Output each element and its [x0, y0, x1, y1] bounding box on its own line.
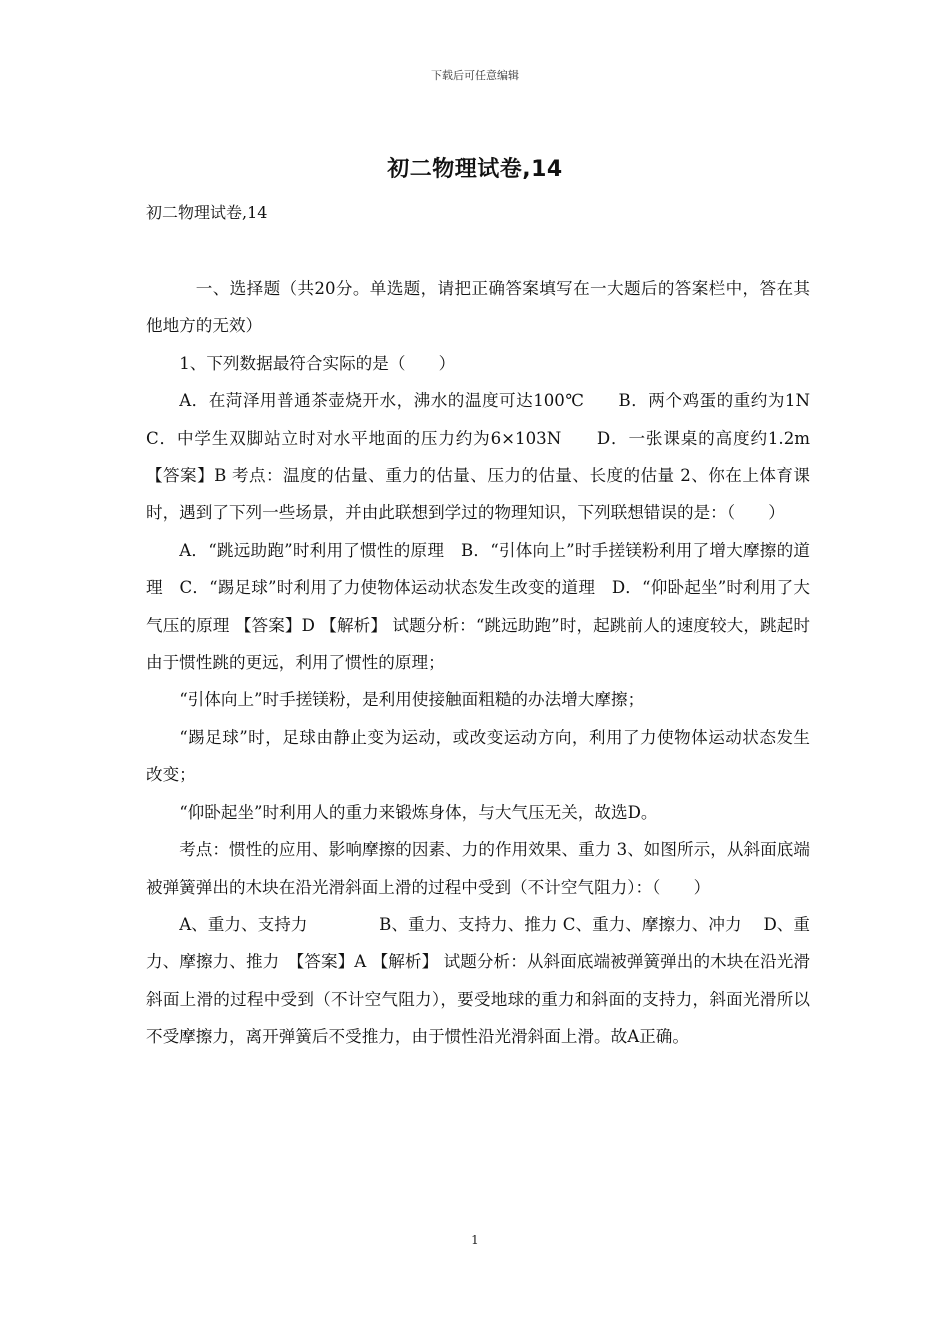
- document-body: [146, 270, 827, 1056]
- page-header-note: 下载后可任意编辑: [431, 69, 519, 82]
- question-3-options: A、重力、支持力 B、重力、支持力、推力 C、重力、摩擦力、冲力 D、重力、摩擦力、推力 【答案】A 【解析】 试题分析：从斜面底端被弹簧弹出的木块在沿光滑斜面上滑的过程中受到（不计空气阻力），要受地球的重力和斜面的支持力，斜面光滑所以不受摩擦力，离开弹簧后不受推力，由于惯性沿光滑斜面上滑。故A正确。: [146, 914, 810, 1047]
- question-1: 1、下列数据最符合实际的是（ ）: [179, 353, 456, 373]
- page-number: 1: [471, 1233, 479, 1247]
- question-3: 考点：惯性的应用、影响摩擦的因素、力的作用效果、重力 3、如图所示，从斜面底端被弹簧弹出的木块在沿光滑斜面上滑的过程中受到（不计空气阻力）：（ ）: [146, 840, 810, 897]
- analysis-paragraph: “引体向上”时手搓镁粉，是利用使接触面粗糙的办法增大摩擦；: [179, 690, 645, 710]
- question-1-options: A．在菏泽用普通茶壶烧开水，沸水的温度可达100℃ B．两个鸡蛋的重约为1N C．中学生双脚站立时对水平地面的压力约为6×103N D．一张课桌的高度约1.2m 【答案】B 考点：温度的估量、重力的估量、压力的估量、长度的估量 2、你在上体育课时，遇到了下列一些场景，并由此联想到学过的物理知识，下列联想错误的是：（ ）: [146, 391, 827, 523]
- document-subtitle: 初二物理试卷,14: [146, 203, 268, 222]
- analysis-paragraph: “踢足球”时，足球由静止变为运动，或改变运动方向，利用了力使物体运动状态发生改变；: [146, 727, 810, 785]
- analysis-paragraph: “仰卧起坐”时利用人的重力来锻炼身体，与大气压无关，故选D。: [179, 802, 658, 822]
- question-2-options: A．“跳远助跑”时利用了惯性的原理 B．“引体向上”时手搓镁粉利用了增大摩擦的道理 C．“踢足球”时利用了力使物体运动状态发生改变的道理 D．“仰卧起坐”时利用了大气压的原理 【答案】D 【解析】 试题分析：“跳远助跑”时，起跳前人的速度较大，跳起时由于惯性跳的更远，利用了惯性的原理；: [146, 540, 810, 673]
- document-title: 初二物理试卷,14: [387, 157, 563, 182]
- section-heading: 一、选择题（共20分。单选题，请把正确答案填写在一大题后的答案栏中，答在其他地方的无效）: [146, 279, 810, 336]
